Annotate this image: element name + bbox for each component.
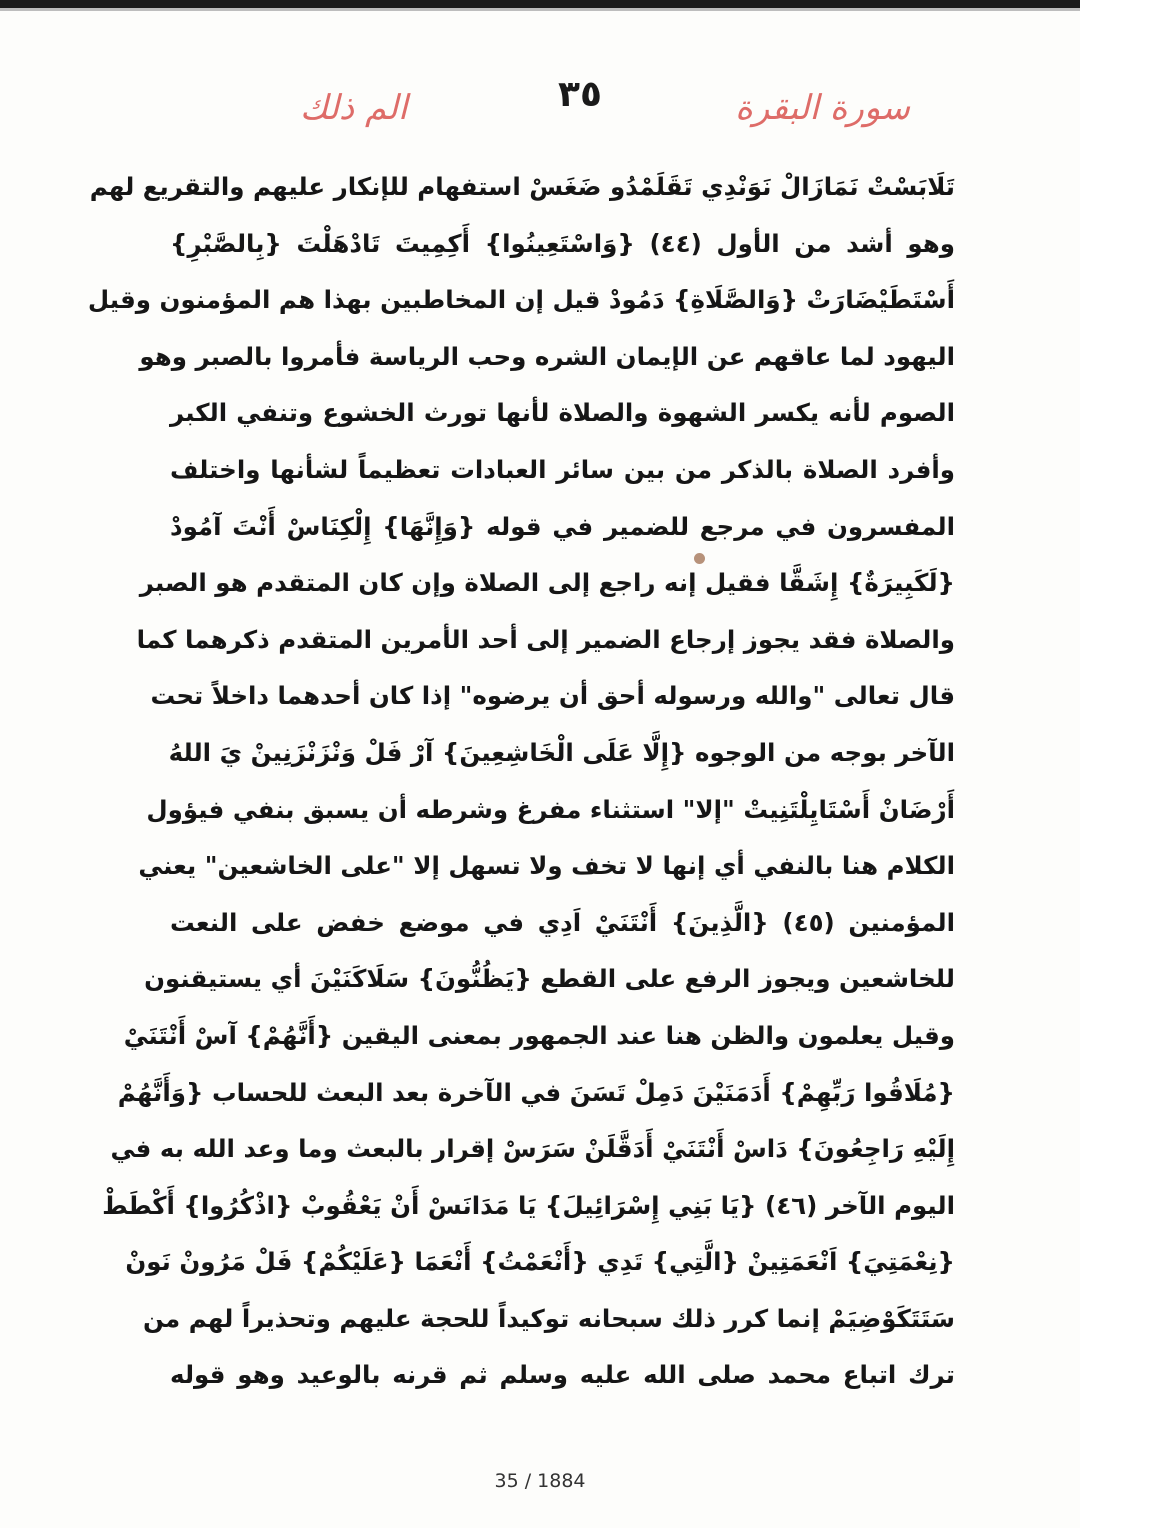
text-line: {نِعْمَتِيَ} اَنْعَمَتِينْ {الَّتِي} تَدِي {أَنْعَمْتُ} أَنْعَمَا {عَلَيْكُمْ} فَلْ مَرُونْ نَونْ: [125, 1247, 955, 1277]
text-line: وقيل يعلمون والظن هنا عند الجمهور بمعنى اليقين {أَنَّهُمْ} آسْ أَنْتَنَيْ: [123, 1020, 955, 1050]
scan-top-edge: [0, 0, 1080, 8]
text-line: الصوم لأنه يكسر الشهوة والصلاة لأنها تورث الخشوع وتنفي الكبر: [170, 398, 955, 428]
text-line: المفسرون في مرجع للضمير في قوله {وَإِنَّهَا} إِلْكِنَاسْ أَنْتَ آمُودْ: [170, 511, 955, 541]
page-counter: 35 / 1884: [494, 1470, 586, 1492]
text-line: والصلاة فقد يجوز إرجاع الضمير إلى أحد الأمرين المتقدم ذكرهما كما: [136, 624, 955, 654]
text-line: أَرْضَانْ أَسْتَايِلْتَنِيتْ "إلا" استثناء مفرغ وشرطه أن يسبق بنفي فيؤول: [146, 794, 955, 824]
text-line: قال تعالى "والله ورسوله أحق أن يرضوه" إذا كان أحدهما داخلاً تحت: [150, 681, 955, 711]
text-line: تَلَابَسْتْ نَمَازَالْ نَوَنْدِي تَقَلَمْدُو ضَغَسْ استفهام للإنكار عليهم والتقريع لهم: [89, 172, 955, 201]
page-number: ٣٥: [558, 74, 602, 115]
text-line: أَسْتَطَيْضَارَتْ {وَالصَّلَاةِ} دَمُودْ قيل إن المخاطبين بهذا هم المؤمنون وقيل: [87, 285, 955, 315]
handwritten-surah-note: سورة البقرة: [735, 88, 910, 128]
text-line: المؤمنين (٤٥) {الَّذِينَ} أَنْتَنَيْ اَدِي في موضع خفض على النعت: [170, 907, 955, 937]
text-line: الكلام هنا بالنفي أي إنها لا تخف ولا تسهل إلا "على الخاشعين" يعني: [138, 851, 955, 881]
text-line: اليوم الآخر (٤٦) {يَا بَنِي إِسْرَائِيلَ} يَا مَدَانَسْ أَنْ يَعْقُوبْ {اذْكُرُوا} أَكْطَطْ: [102, 1190, 955, 1220]
text-line: {لَكَبِيرَةٌ} إِشَقَّا فقيل إنه راجع إلى الصلاة وإن كان المتقدم هو الصبر: [139, 568, 955, 598]
text-line: وهو أشد من الأول (٤٤) {وَاسْتَعِينُوا} أَكِمِيتَ تَادْهَلْتَ {بِالصَّبْرِ}: [170, 228, 955, 258]
handwritten-section-note: الم ذلك: [300, 88, 408, 128]
text-line: الآخر بوجه من الوجوه {إِلَّا عَلَى الْخَاشِعِينَ} آرْ فَلْ وَنْزَنْزَنِينْ يَ اللهُ: [168, 737, 955, 767]
body-text: [87, 164, 955, 1409]
text-line: وأفرد الصلاة بالذكر من بين سائر العبادات تعظيماً لشأنها واختلف: [170, 454, 955, 484]
ink-spot: [694, 553, 705, 564]
text-line: {مُلَاقُوا رَبِّهِمْ} أَدَمَنَيْنَ دَمِلْ تَسَنَ في الآخرة بعد البعث للحساب {وَأَنَّهُمْ: [117, 1077, 955, 1107]
text-line: إِلَيْهِ رَاجِعُونَ} دَاسْ أَنْتَنَيْ أَدَقَّلَنْ سَرَسْ إقرار بالبعث وما وعد الله به في: [110, 1134, 955, 1164]
text-line: للخاشعين ويجوز الرفع على القطع {يَظُنُّونَ} سَلَاكَنَيْنَ أي يستيقنون: [144, 964, 955, 994]
text-line: ترك اتباع محمد صلى الله عليه وسلم ثم قرنه بالوعيد وهو قوله: [170, 1360, 955, 1390]
scan-top-edge-shadow: [0, 8, 1080, 11]
text-line: اليهود لما عاقهم عن الإيمان الشره وحب الرياسة فأمروا بالصبر وهو: [139, 341, 955, 371]
text-line: سَتَتَكَوْضِيَمْ إنما كرر ذلك سبحانه توكيداً للحجة عليهم وتحذيراً لهم من: [142, 1303, 955, 1333]
